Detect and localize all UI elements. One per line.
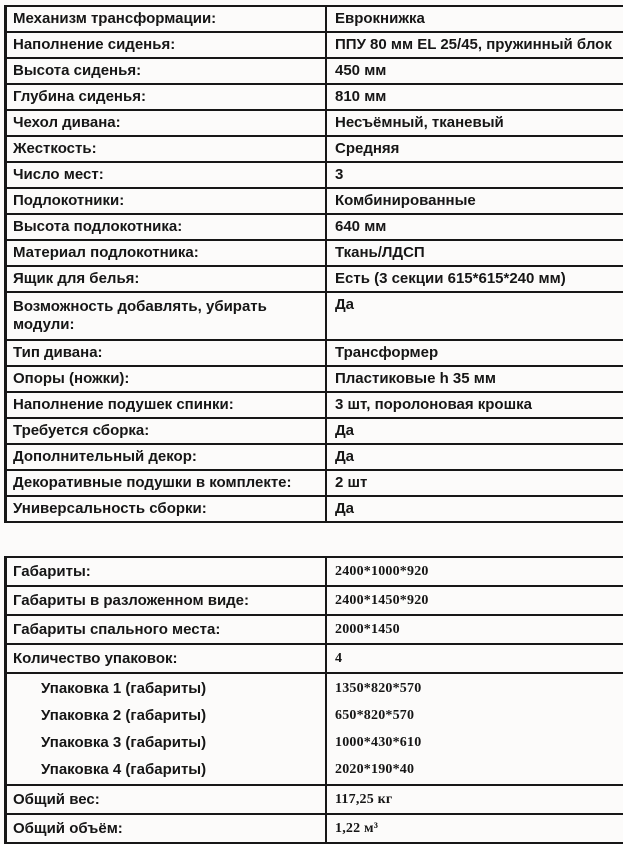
table-row <box>6 644 623 673</box>
package-value: 1350*820*570 <box>335 675 617 702</box>
package-label: Упаковка 4 (габариты) <box>13 756 319 783</box>
package-value: 650*820*570 <box>335 702 617 729</box>
spec-label: Подлокотники: <box>6 188 327 214</box>
spec-label: Жесткость: <box>6 136 327 162</box>
spec-table-main <box>4 5 623 523</box>
table-row <box>6 615 623 644</box>
spec-label: Материал подлокотника: <box>6 240 327 266</box>
package-label: Упаковка 1 (габариты) <box>13 675 319 702</box>
table-row <box>6 214 623 240</box>
table-row <box>6 340 623 366</box>
spec-table-dimensions <box>4 556 623 844</box>
table-row <box>6 557 623 586</box>
table-row <box>6 292 623 340</box>
table-row <box>6 84 623 110</box>
spec-value: 2 шт <box>326 470 623 496</box>
table-row <box>6 58 623 84</box>
spec-label: Требуется сборка: <box>6 418 327 444</box>
spec-label: Механизм трансформации: <box>6 6 327 32</box>
spec-value: 2000*1450 <box>326 615 623 644</box>
spec-value: 1,22 м³ <box>326 814 623 843</box>
spec-value: 3 <box>326 162 623 188</box>
spec-value: Есть (3 секции 615*615*240 мм) <box>326 266 623 292</box>
spec-value: ППУ 80 мм EL 25/45, пружинный блок <box>326 32 623 58</box>
spec-label: Глубина сиденья: <box>6 84 327 110</box>
package-labels-cell <box>6 673 327 785</box>
spec-value: 4 <box>326 644 623 673</box>
table-row <box>6 240 623 266</box>
package-label: Упаковка 2 (габариты) <box>13 702 319 729</box>
table-row <box>6 392 623 418</box>
spec-value: 640 мм <box>326 214 623 240</box>
spec-value: Трансформер <box>326 340 623 366</box>
table-row <box>6 162 623 188</box>
spec-value: Комбинированные <box>326 188 623 214</box>
spec-label: Высота подлокотника: <box>6 214 327 240</box>
spec-label: Чехол дивана: <box>6 110 327 136</box>
spec-label: Ящик для белья: <box>6 266 327 292</box>
table-row <box>6 418 623 444</box>
spec-value: Пластиковые h 35 мм <box>326 366 623 392</box>
spec-label: Высота сиденья: <box>6 58 327 84</box>
spec-label: Общий вес: <box>6 785 327 814</box>
spec-value: 2400*1450*920 <box>326 586 623 615</box>
spec-value: Да <box>326 292 623 340</box>
table-row <box>6 814 623 843</box>
table-row <box>6 496 623 522</box>
table-row <box>6 6 623 32</box>
spec-label: Число мест: <box>6 162 327 188</box>
spec-label: Возможность добавлять, убирать модули: <box>6 292 327 340</box>
spec-value: Еврокнижка <box>326 6 623 32</box>
spec-value: 450 мм <box>326 58 623 84</box>
package-value: 2020*190*40 <box>335 756 617 783</box>
spec-value: Средняя <box>326 136 623 162</box>
spec-value: Ткань/ЛДСП <box>326 240 623 266</box>
spec-value: 810 мм <box>326 84 623 110</box>
spec-label: Габариты спального места: <box>6 615 327 644</box>
table-row-packages <box>6 673 623 785</box>
spec-value: 2400*1000*920 <box>326 557 623 586</box>
table-row <box>6 266 623 292</box>
spec-value: 117,25 кг <box>326 785 623 814</box>
package-values-cell <box>326 673 623 785</box>
table-row <box>6 188 623 214</box>
spec-label: Габариты: <box>6 557 327 586</box>
spec-value: 3 шт, поролоновая крошка <box>326 392 623 418</box>
table-row <box>6 785 623 814</box>
table-row <box>6 470 623 496</box>
table-row <box>6 110 623 136</box>
spec-label: Опоры (ножки): <box>6 366 327 392</box>
table-row <box>6 586 623 615</box>
table-row <box>6 366 623 392</box>
spec-label: Дополнительный декор: <box>6 444 327 470</box>
spec-label: Наполнение сиденья: <box>6 32 327 58</box>
table-row <box>6 32 623 58</box>
spec-value: Несъёмный, тканевый <box>326 110 623 136</box>
spec-label: Декоративные подушки в комплекте: <box>6 470 327 496</box>
spec-label: Количество упаковок: <box>6 644 327 673</box>
package-label: Упаковка 3 (габариты) <box>13 729 319 756</box>
spec-value: Да <box>326 418 623 444</box>
spec-value: Да <box>326 496 623 522</box>
spec-label: Тип дивана: <box>6 340 327 366</box>
spec-value: Да <box>326 444 623 470</box>
table-row <box>6 444 623 470</box>
spec-label: Общий объём: <box>6 814 327 843</box>
table-row <box>6 136 623 162</box>
spec-label: Наполнение подушек спинки: <box>6 392 327 418</box>
package-value: 1000*430*610 <box>335 729 617 756</box>
spec-label: Универсальность сборки: <box>6 496 327 522</box>
spec-label: Габариты в разложенном виде: <box>6 586 327 615</box>
